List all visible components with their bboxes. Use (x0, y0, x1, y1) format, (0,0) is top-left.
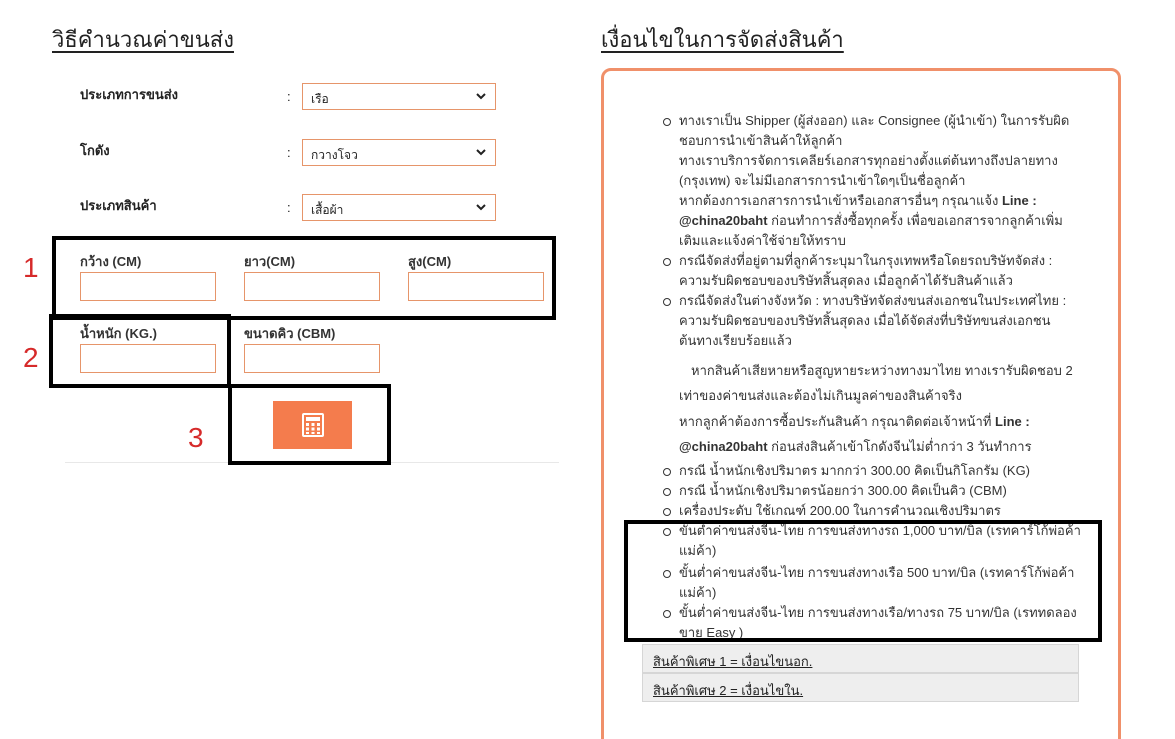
special-product-2-link[interactable]: สินค้าพิเศษ 2 = เงื่อนไขใน. (642, 673, 1079, 702)
length-label: ยาว(CM) (244, 254, 296, 269)
volume-label: ขนาดคิว (CBM) (244, 326, 336, 341)
calculator-heading: วิธีคำนวณค่าขนส่ง (52, 27, 234, 52)
list-item: ขั้นต่ำค่าขนส่งจีน-ไทย การขนส่งทางรถ 1,000 บาท/บิล (เรทคาร์โก้พ่อค้าแม่ค้า) (663, 521, 1083, 561)
note-text: หากลูกค้าต้องการซื้อประกันสินค้า กรุณาติดต่อเจ้าหน้าที่ Line : (679, 414, 1030, 429)
annotation-box-3 (228, 384, 391, 465)
annotation-box-1 (52, 236, 556, 320)
note-text: @china20baht ก่อนส่งสินค้าเข้าโกดังจีนไม่ต่ำกว่า 3 วันทำการ (679, 439, 1032, 454)
annotation-number-1: 1 (23, 252, 39, 283)
list-item: ขั้นต่ำค่าขนส่งจีน-ไทย การขนส่งทางเรือ/ทางรถ 75 บาท/บิล (เรททดลองขาย Easy ) (663, 603, 1083, 643)
product-type-colon: : (287, 200, 291, 215)
list-item: ขั้นต่ำค่าขนส่งจีน-ไทย การขนส่งทางเรือ 500 บาท/บิล (เรทคาร์โก้พ่อค้าแม่ค้า) (663, 563, 1083, 603)
list-item: ทางเราเป็น Shipper (ผู้ส่งออก) และ Consignee (ผู้นำเข้า) ในการรับผิดชอบการนำเข้าสินค้าให้ลูกค้า ทางเราบริการจัดการเคลียร์เอกสารทุกอย่างตั้งแต่ต้นทางถึงปลายทาง (กรุงเทพ) จะไม่มีเอกสารการนำเข้าใดๆเป็นชื่อลูกค้า หากต้องการเอกสารการนำเข้าหรือเอกสารอื่นๆ กรุณาแจ้ง Line : @china20baht ก่อนทำการสั่งซื้อทุกครั้ง เพื่อขอเอกสารจากลูกค้าเพิ่มเติมและแจ้งค่าใช้จ่ายให้ทราบ (663, 111, 1083, 251)
list-item: เครื่องประดับ ใช้เกณฑ์ 200.00 ในการคำนวณเชิงปริมาตร (663, 501, 1083, 521)
warehouse-select[interactable] (302, 139, 496, 166)
annotation-box-2 (49, 314, 231, 388)
height-label: สูง(CM) (408, 254, 452, 269)
chevron-down-icon (475, 146, 487, 158)
list-item: กรณี น้ำหนักเชิงปริมาตรน้อยกว่า 300.00 คิดเป็นคิว (CBM) (663, 481, 1083, 501)
conditions-heading: เงื่อนไขในการจัดส่งสินค้า (601, 27, 844, 52)
chevron-down-icon (475, 90, 487, 102)
volume-input[interactable] (244, 344, 380, 373)
note-text: หากสินค้าเสียหายหรือสูญหายระหว่างทางมาไทย ทางเรารับผิดชอบ 2 (691, 363, 1073, 378)
special-product-1-link[interactable]: สินค้าพิเศษ 1 = เงื่อนไขนอก. (642, 644, 1079, 673)
annotation-number-2: 2 (23, 342, 39, 373)
warehouse-label: โกดัง (80, 143, 110, 158)
product-type-label: ประเภทสินค้า (80, 198, 157, 213)
shipping-type-colon: : (287, 89, 291, 104)
shipping-type-value: เรือ (311, 92, 329, 106)
list-item: กรณี น้ำหนักเชิงปริมาตร มากกว่า 300.00 คิดเป็นกิโลกรัม (KG) (663, 461, 1083, 481)
list-item: กรณีจัดส่งในต่างจังหวัด : ทางบริษัทจัดส่งขนส่งเอกชนในประเทศไทย : ความรับผิดชอบของบริษัทสิ้นสุดลง เมื่อได้จัดส่งที่บริษัทขนส่งเอกชนต้นทางเรียบร้อยแล้ว (663, 291, 1083, 351)
warehouse-colon: : (287, 145, 291, 160)
shipping-type-label: ประเภทการขนส่ง (80, 87, 179, 102)
warehouse-value: กวางโจว (311, 148, 358, 162)
shipping-type-select[interactable] (302, 83, 496, 110)
annotation-box-4 (624, 520, 1102, 642)
product-type-value: เสื้อผ้า (311, 203, 344, 217)
product-type-select[interactable] (302, 194, 496, 221)
weight-label: น้ำหนัก (KG.) (80, 326, 157, 341)
annotation-number-3: 3 (188, 422, 204, 453)
chevron-down-icon (475, 201, 487, 213)
list-item: กรณีจัดส่งที่อยู่ตามที่ลูกค้าระบุมาในกรุงเทพหรือโดยรถบริษัทจัดส่ง : ความรับผิดชอบของบริษัทสิ้นสุดลง เมื่อลูกค้าได้รับสินค้าแล้ว (663, 251, 1083, 291)
note-text: เท่าของค่าขนส่งและต้องไม่เกินมูลค่าของสินค้าจริง (679, 388, 962, 403)
width-label: กว้าง (CM) (80, 254, 142, 269)
